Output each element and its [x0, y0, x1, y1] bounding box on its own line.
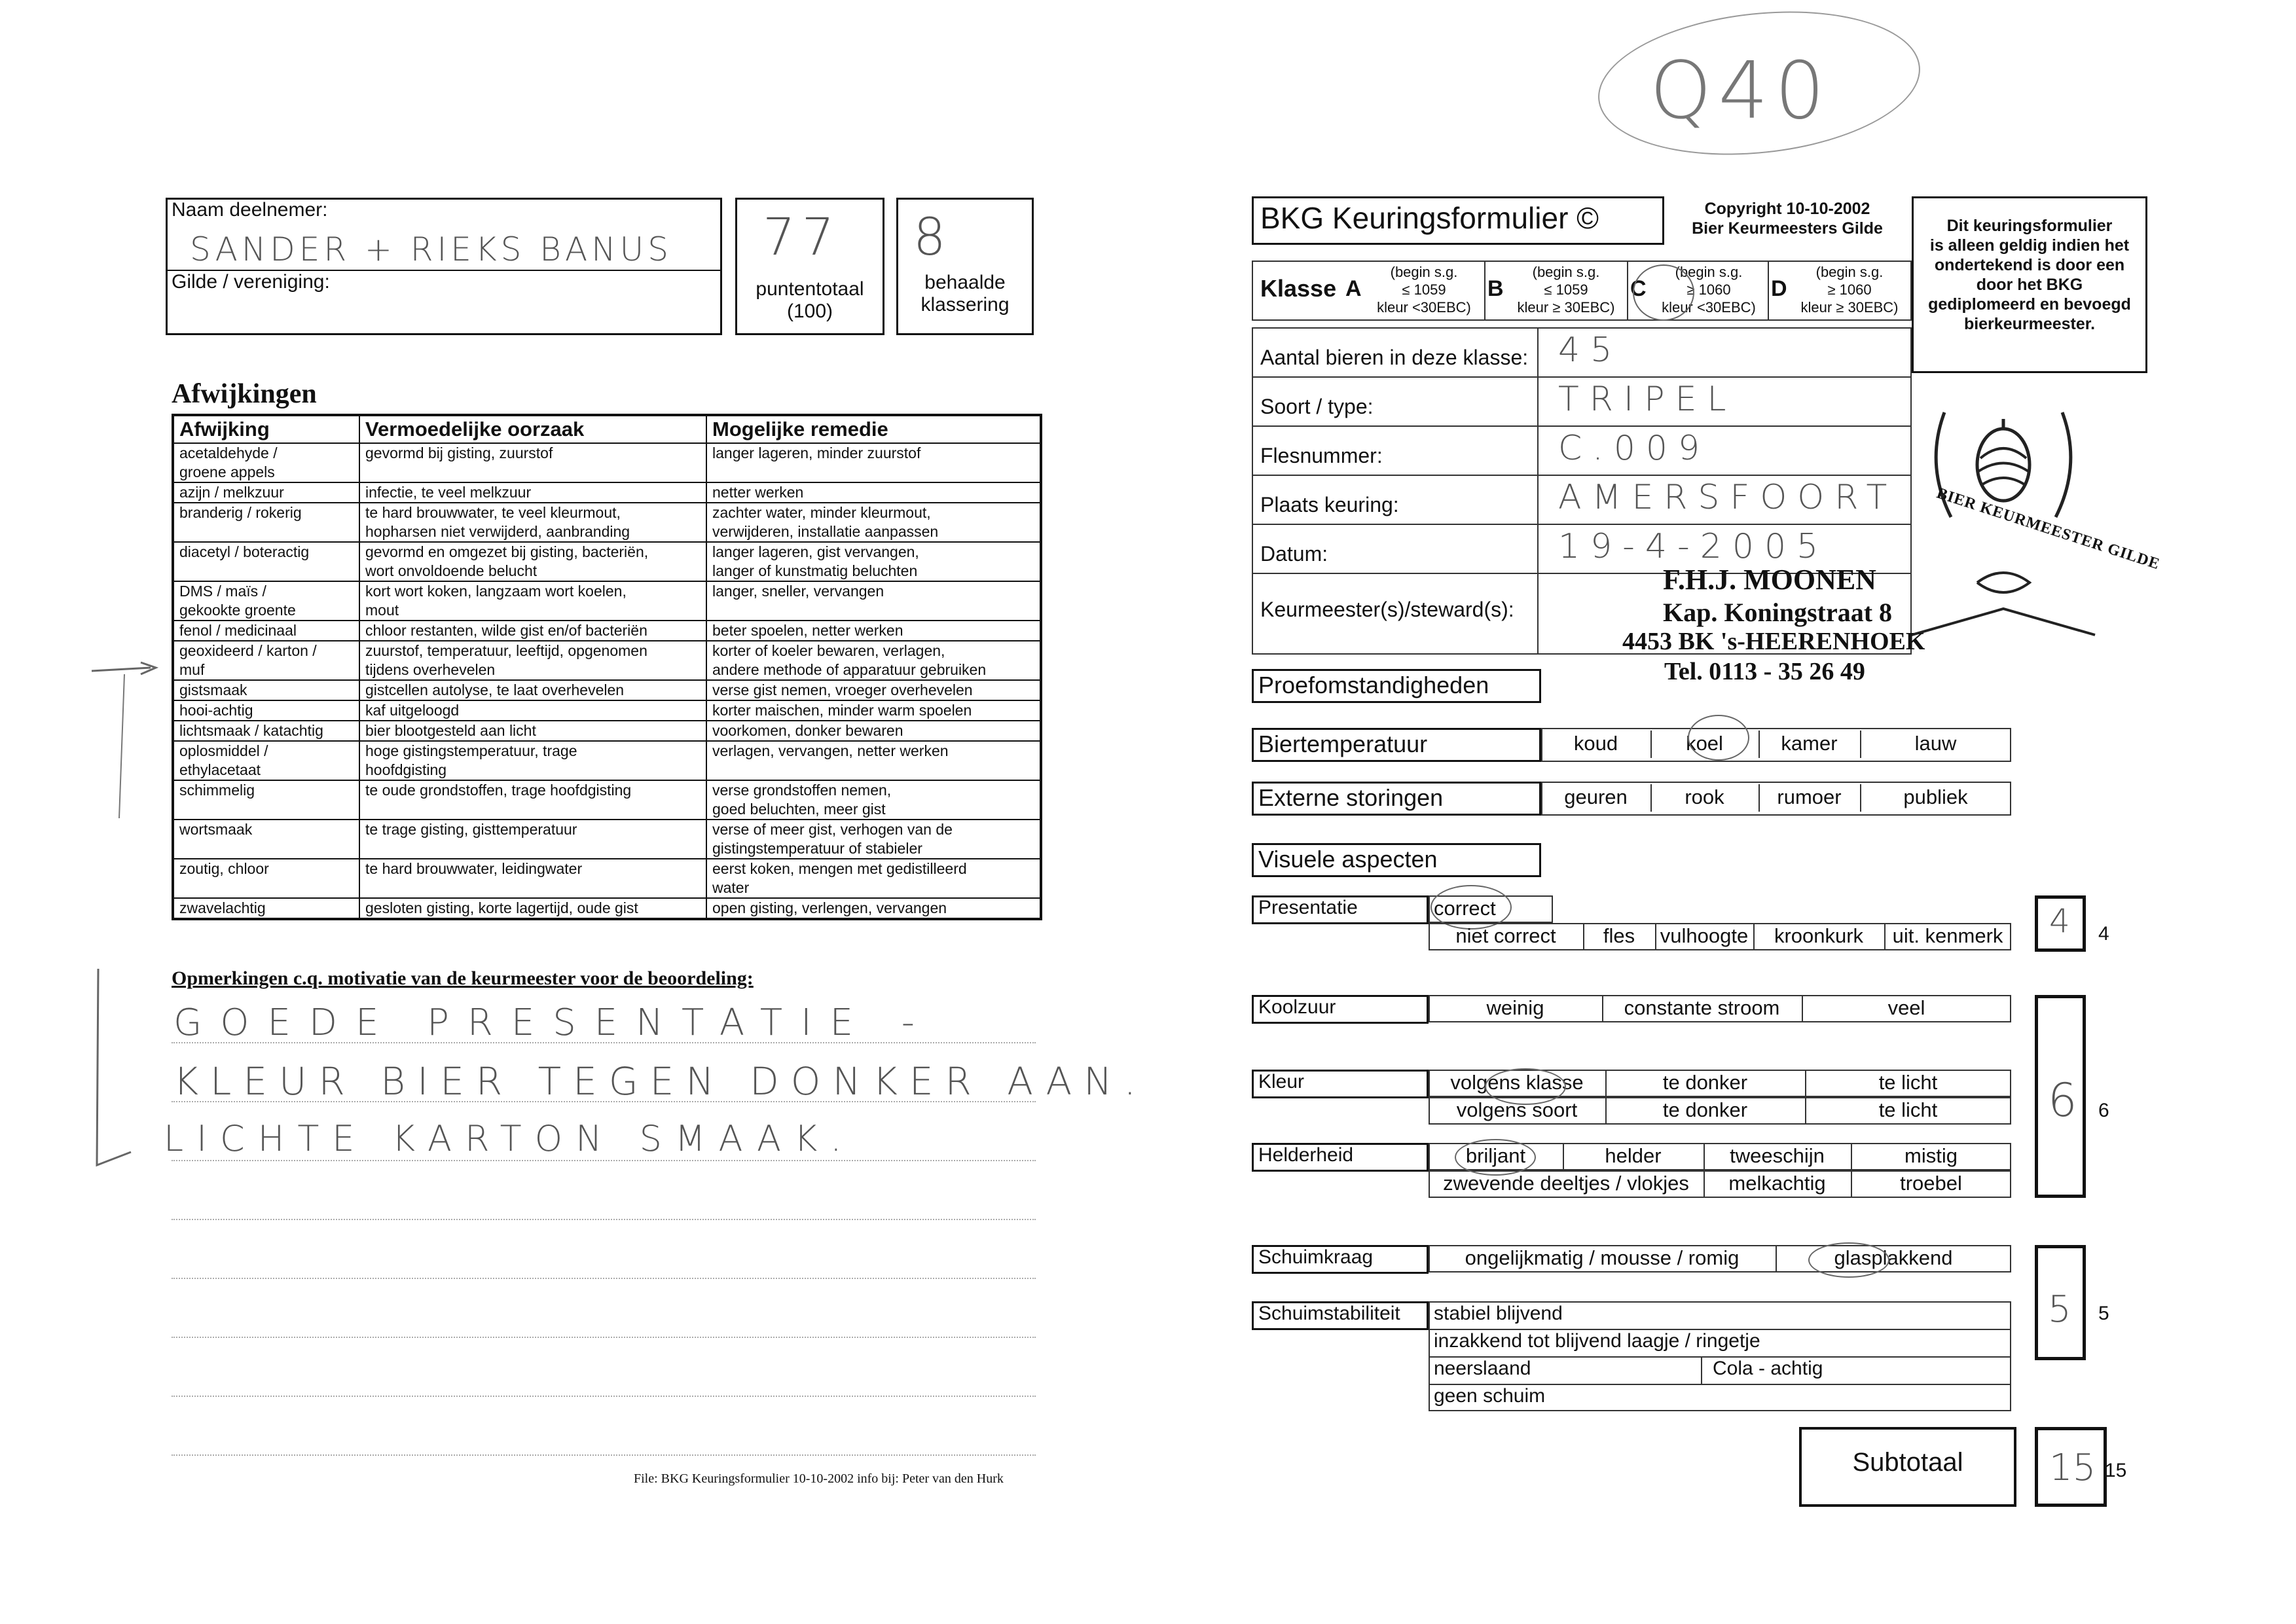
proef-label: Proefomstandigheden	[1258, 672, 1489, 698]
klasse-circle	[1485, 1068, 1566, 1105]
schuimkraag-opt-2: glasplakkend	[1834, 1246, 1953, 1269]
afwijking-row	[173, 820, 1041, 859]
oorzaak-cell: gevormd en omgezet bij gisting, bacteriën, wort onvoldoende belucht	[359, 542, 706, 581]
klasse-desc: (begin s.g. ≤ 1059 kleur ≥ 30EBC)	[1517, 264, 1615, 316]
oorzaak-cell: te hard brouwwater, te veel kleurmout, hopharsen niet verwijderd, aanbranding	[359, 503, 706, 542]
presentatie-score: 4	[2049, 902, 2077, 940]
field-label: Soort / type:	[1260, 395, 1374, 418]
afwijkingen-title: Afwijkingen	[172, 379, 317, 409]
afwijking-row	[173, 721, 1041, 741]
koolzuur-option: veel	[1887, 996, 1925, 1019]
afwijking-row	[173, 780, 1041, 820]
helderheid-row1-option: mistig	[1904, 1144, 1958, 1167]
remedie-cell: verse grondstoffen nemen, goed beluchten, meer gist	[706, 780, 1041, 820]
remedie-cell: verlagen, vervangen, netter werken	[706, 741, 1041, 780]
header-oorzaak: Vermoedelijke oorzaak	[359, 415, 706, 443]
biertemp-option: kamer	[1781, 732, 1838, 755]
field-label: Flesnummer:	[1260, 444, 1383, 467]
subtotaal-label: Subtotaal	[1852, 1448, 1963, 1477]
margin-bracket	[79, 648, 170, 1172]
punten-value: 77	[763, 208, 841, 267]
klassering-label: behaalde klassering	[920, 272, 1010, 316]
remedie-cell: voorkomen, donker bewaren	[706, 721, 1041, 741]
schuim-max: 5	[2098, 1303, 2109, 1324]
field-value: 19-4-2005	[1558, 527, 1829, 566]
presentatie-max: 4	[2098, 923, 2109, 945]
afwijking-cell: hooi-achtig	[173, 700, 359, 721]
kleur-row2-option: te donker	[1662, 1098, 1748, 1121]
afwijking-cell: azijn / melkzuur	[173, 482, 359, 503]
oorzaak-cell: kort wort koken, langzaam wort koelen, mout	[359, 581, 706, 621]
klasse-divider	[1768, 261, 1769, 321]
visuele-label: Visuele aspecten	[1258, 846, 1438, 873]
dotted-line	[172, 1278, 1036, 1279]
naam-value: SANDER + RIEKS BANUS	[190, 230, 672, 268]
gilde-label: Gilde / vereniging:	[172, 271, 330, 293]
kleur-label: Kleur	[1258, 1071, 1305, 1092]
schuim-score: 5	[2048, 1288, 2078, 1331]
remedie-cell: beter spoelen, netter werken	[706, 621, 1041, 641]
remedie-cell: netter werken	[706, 482, 1041, 503]
presentatie-option: fles	[1603, 924, 1635, 947]
stamp-postcode: 4453 BK 's-HEERENHOEK	[1622, 628, 1925, 655]
schuimstab-opt-1: stabiel blijvend	[1434, 1303, 1563, 1324]
oorzaak-cell: te hard brouwwater, leidingwater	[359, 859, 706, 898]
oorzaak-cell: bier blootgesteld aan licht	[359, 721, 706, 741]
remedie-cell: langer, sneller, vervangen	[706, 581, 1041, 621]
remedie-cell: korter maischen, minder warm spoelen	[706, 700, 1041, 721]
dotted-line	[172, 1396, 1036, 1397]
externe-option: publiek	[1903, 785, 1968, 808]
helderheid-row1-option: helder	[1605, 1144, 1662, 1167]
afwijking-row	[173, 641, 1041, 680]
dotted-line	[172, 1101, 1036, 1102]
oorzaak-cell: te oude grondstoffen, trage hoofdgisting	[359, 780, 706, 820]
field-value: AMERSFOORT	[1558, 478, 1898, 517]
visuele-score: 6	[2048, 1074, 2084, 1127]
remedie-cell: eerst koken, mengen met gedistilleerd water	[706, 859, 1041, 898]
klasse-letter-d: D	[1771, 276, 1787, 301]
afwijking-row	[173, 443, 1041, 482]
afwijking-row	[173, 503, 1041, 542]
form-title: BKG Keuringsformulier ©	[1260, 201, 1599, 235]
dotted-line	[172, 1160, 1036, 1161]
top-mark-text: Q40	[1650, 46, 1832, 137]
biertemp-label: Biertemperatuur	[1258, 731, 1428, 757]
koolzuur-option: weinig	[1486, 996, 1544, 1019]
footer-text: File: BKG Keuringsformulier 10-10-2002 info bij: Peter van den Hurk	[634, 1471, 1004, 1486]
field-label: Aantal bieren in deze klasse:	[1260, 346, 1529, 369]
afwijkingen-header-row	[173, 415, 1041, 443]
helderheid-label: Helderheid	[1258, 1144, 1354, 1166]
field-divider	[1252, 425, 1912, 427]
oorzaak-cell: zuurstof, temperatuur, leeftijd, opgenomen tijdens overhevelen	[359, 641, 706, 680]
notice-text: Dit keuringsformulier is alleen geldig indien het ondertekend is door een door het BKG gediplomeerd en bevoegd bierkeurmeester.	[1928, 217, 2131, 333]
afwijking-row	[173, 581, 1041, 621]
afwijking-row	[173, 741, 1041, 780]
presentatie-label: Presentatie	[1258, 897, 1358, 918]
afwijking-cell: zwavelachtig	[173, 898, 359, 919]
briljant-circle	[1455, 1139, 1536, 1176]
koolzuur-label: Koolzuur	[1258, 996, 1336, 1018]
oorzaak-cell: chloor restanten, wilde gist en/of bacteriën	[359, 621, 706, 641]
helderheid-row1-option: briljant	[1465, 1144, 1526, 1167]
presentatie-correct: correct	[1434, 897, 1496, 920]
schuimstab-opt-4: Cola - achtig	[1713, 1358, 1823, 1379]
klassering-value: 8	[913, 208, 953, 267]
afwijking-cell: oplosmiddel / ethylacetaat	[173, 741, 359, 780]
afwijking-row	[173, 542, 1041, 581]
glasplakkend-circle	[1808, 1242, 1889, 1278]
externe-option: rook	[1685, 785, 1724, 808]
remedie-cell: verse gist nemen, vroeger overhevelen	[706, 680, 1041, 700]
afwijking-cell: gistsmaak	[173, 680, 359, 700]
koel-circle	[1688, 715, 1749, 761]
externe-label: Externe storingen	[1258, 784, 1444, 811]
dotted-line	[172, 1337, 1036, 1338]
oorzaak-cell: hoge gistingstemperatuur, trage hoofdgisting	[359, 741, 706, 780]
opmerking-line-2: KLEUR BIER TEGEN DONKER AAN.	[173, 1059, 1148, 1104]
remedie-cell: verse of meer gist, verhogen van de gistingstemperatuur of stabieler	[706, 820, 1041, 859]
opmerkingen-label: Opmerkingen c.q. motivatie van de keurmeester voor de beoordeling:	[172, 967, 754, 989]
dotted-line	[172, 1454, 1036, 1456]
afwijking-cell: lichtsmaak / katachtig	[173, 721, 359, 741]
remedie-cell: langer lageren, gist vervangen, langer of kunstmatig beluchten	[706, 542, 1041, 581]
klasse-divider	[1627, 261, 1628, 321]
dotted-line	[172, 1219, 1036, 1220]
field-divider	[1252, 524, 1912, 525]
koolzuur-option: constante stroom	[1624, 996, 1780, 1019]
opmerking-line-3: LICHTE KARTON SMAAK.	[164, 1118, 855, 1159]
schuimstab-label: Schuimstabiliteit	[1258, 1303, 1400, 1324]
field-value: 45	[1558, 331, 1623, 370]
afwijking-row	[173, 482, 1041, 503]
oorzaak-cell: gevormd bij gisting, zuurstof	[359, 443, 706, 482]
field-divider	[1252, 475, 1912, 476]
afwijking-cell: DMS / maïs / gekookte groente	[173, 581, 359, 621]
schuimstab-divider	[1701, 1356, 1702, 1384]
helderheid-row1-option: tweeschijn	[1730, 1144, 1825, 1167]
afwijking-cell: diacetyl / boteractig	[173, 542, 359, 581]
oorzaak-cell: kaf uitgeloogd	[359, 700, 706, 721]
presentatie-option: uit. kenmerk	[1892, 924, 2003, 947]
oorzaak-cell: gesloten gisting, korte lagertijd, oude gist	[359, 898, 706, 919]
kleur-row2-option: te licht	[1878, 1098, 1938, 1121]
presentatie-option: niet correct	[1455, 924, 1556, 947]
copyright-text: Copyright 10-10-2002 Bier Keurmeesters Gilde	[1692, 200, 1883, 238]
field-divider	[1252, 376, 1912, 378]
presentatie-option: vulhoogte	[1660, 924, 1749, 947]
remedie-cell: zachter water, minder kleurmout, verwijderen, installatie aanpassen	[706, 503, 1041, 542]
field-value: TRIPEL	[1558, 380, 1737, 419]
field-label: Datum:	[1260, 542, 1328, 566]
klasse-label: Klasse	[1260, 275, 1337, 302]
field-label: Keurmeester(s)/steward(s):	[1260, 598, 1514, 621]
naam-label: Naam deelnemer:	[172, 199, 328, 221]
afwijkingen-table	[172, 414, 1042, 920]
afwijking-cell: zoutig, chloor	[173, 859, 359, 898]
klasse-desc: (begin s.g. ≤ 1059 kleur <30EBC)	[1377, 264, 1471, 316]
schuimkraag-label: Schuimkraag	[1258, 1246, 1374, 1268]
header-afwijking: Afwijking	[173, 415, 359, 443]
biertemp-option: lauw	[1914, 732, 1957, 755]
klasse-desc: (begin s.g. ≥ 1060 kleur ≥ 30EBC)	[1800, 264, 1899, 316]
subtotaal-max: 15	[2105, 1460, 2127, 1481]
oorzaak-cell: gistcellen autolyse, te laat overhevelen	[359, 680, 706, 700]
field-value: C.009	[1558, 429, 1711, 468]
afwijking-row	[173, 700, 1041, 721]
remedie-cell: langer lageren, minder zuurstof	[706, 443, 1041, 482]
remedie-cell: open gisting, verlengen, vervangen	[706, 898, 1041, 919]
schuimstab-opt-5: geen schuim	[1434, 1385, 1546, 1407]
field-label: Plaats keuring:	[1260, 493, 1399, 516]
seal-text: BIER KEURMEESTER GILDE	[1934, 484, 2162, 573]
punten-label: puntentotaal (100)	[756, 278, 864, 322]
opmerking-line-1: GOEDE PRESENTATIE -	[173, 1001, 933, 1044]
klasse-letter-c: C	[1630, 276, 1647, 301]
afwijking-row	[173, 621, 1041, 641]
klasse-divider	[1484, 261, 1485, 321]
kleur-row1-option: volgens klasse	[1450, 1071, 1584, 1094]
remedie-cell: korter of koeler bewaren, verlagen, andere methode of apparatuur gebruiken	[706, 641, 1041, 680]
afwijking-cell: fenol / medicinaal	[173, 621, 359, 641]
presentatie-option: kroonkurk	[1774, 924, 1864, 947]
biertemp-option: koel	[1686, 732, 1723, 755]
visuele-max: 6	[2098, 1100, 2109, 1121]
klasse-c-circle	[1633, 264, 1694, 321]
header-remedie: Mogelijke remedie	[706, 415, 1041, 443]
afwijking-cell: wortsmaak	[173, 820, 359, 859]
afwijking-row	[173, 680, 1041, 700]
kleur-row1-option: te licht	[1878, 1071, 1938, 1094]
klasse-letter-a: A	[1345, 276, 1362, 301]
kleur-row1-option: te donker	[1662, 1071, 1748, 1094]
stamp-street: Kap. Koningstraat 8	[1663, 598, 1893, 627]
externe-option: rumoer	[1777, 785, 1842, 808]
afwijking-row	[173, 859, 1041, 898]
dotted-line	[172, 1042, 1036, 1043]
afwijking-row	[173, 898, 1041, 919]
helderheid-row2-option: melkachtig	[1728, 1172, 1826, 1195]
schuimstab-opt-2: inzakkend tot blijvend laagje / ringetje	[1434, 1330, 1760, 1352]
klasse-letter-b: B	[1487, 276, 1504, 301]
biertemp-option: koud	[1573, 732, 1618, 755]
oorzaak-cell: te trage gisting, gisttemperatuur	[359, 820, 706, 859]
externe-option: geuren	[1564, 785, 1628, 808]
subtotaal-score: 15	[2049, 1447, 2096, 1489]
schuimstab-opt-3: neerslaand	[1434, 1358, 1531, 1379]
kleur-row2-option: volgens soort	[1456, 1098, 1578, 1121]
stamp-phone: Tel. 0113 - 35 26 49	[1664, 658, 1865, 685]
afwijking-cell: branderig / rokerig	[173, 503, 359, 542]
helderheid-row2-option: troebel	[1900, 1172, 1962, 1195]
afwijking-cell: schimmelig	[173, 780, 359, 820]
helderheid-row2-option: zwevende deeltjes / vlokjes	[1443, 1172, 1689, 1195]
afwijking-cell: acetaldehyde / groene appels	[173, 443, 359, 482]
stamp-name: F.H.J. MOONEN	[1663, 564, 1876, 596]
schuimkraag-opt-1: ongelijkmatig / mousse / romig	[1465, 1246, 1740, 1269]
afwijking-cell: geoxideerd / karton / muf	[173, 641, 359, 680]
klasse-desc: (begin s.g. ≥ 1060 kleur <30EBC)	[1662, 264, 1756, 316]
oorzaak-cell: infectie, te veel melkzuur	[359, 482, 706, 503]
